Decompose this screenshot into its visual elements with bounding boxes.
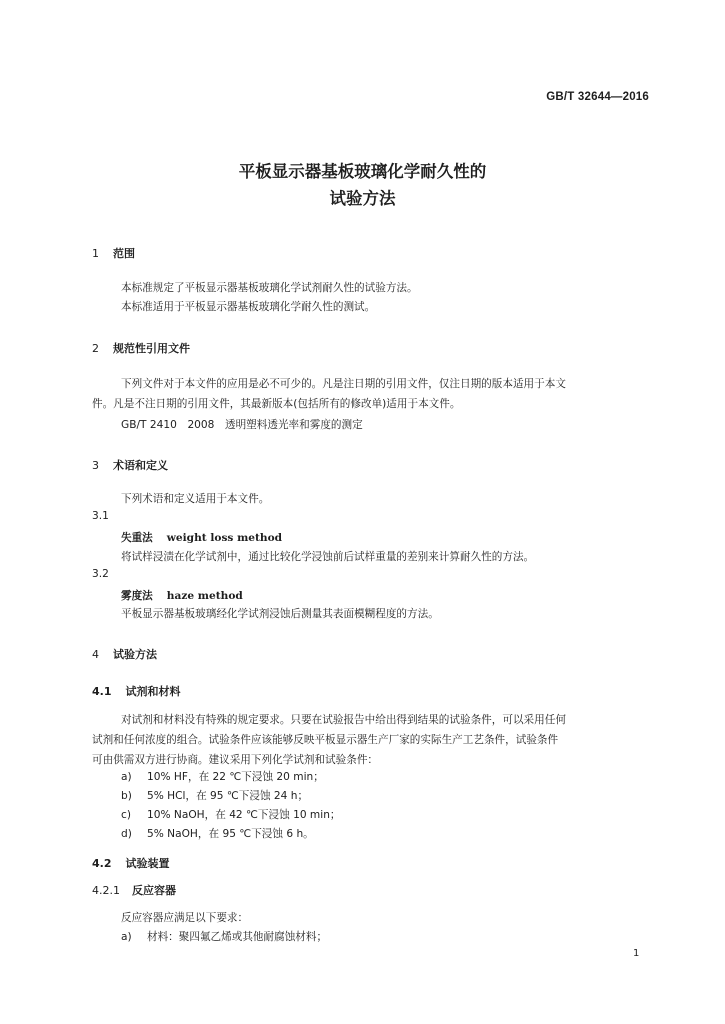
section-4-2-1-intro: 反应容器应满足以下要求： — [121, 912, 249, 924]
list-text: 材料：聚四氟乙烯或其他耐腐蚀材料； — [147, 931, 328, 943]
section-title: 反应容器 — [132, 884, 176, 897]
term-chinese: 雾度法 — [121, 590, 153, 602]
term-3-2-definition: 平板显示器基板玻璃经化学试剂浸蚀后测量其表面模糊程度的方法。 — [121, 608, 439, 620]
section-4-heading — [92, 646, 157, 662]
term-3-1-definition: 将试样浸渍在化学试剂中，通过比较化学浸蚀前后试样重量的差别来计算耐久性的方法。 — [121, 551, 535, 563]
title-line-2: 试验方法 — [329, 189, 396, 208]
list-text: 10% NaOH，在 42 ℃下浸蚀 10 min； — [147, 809, 341, 821]
section-number: 4.2.1 — [92, 884, 120, 897]
list-marker: c) — [121, 809, 131, 821]
list-marker: b) — [121, 790, 132, 802]
list-item — [121, 788, 308, 803]
document-title — [0, 158, 725, 212]
section-1-heading — [92, 245, 135, 261]
term-3-2 — [121, 588, 243, 603]
term-english: weight loss method — [166, 532, 283, 544]
section-number: 4 — [92, 648, 99, 661]
list-marker: d) — [121, 828, 132, 840]
term-chinese: 失重法 — [121, 532, 153, 544]
section-title: 规范性引用文件 — [113, 342, 190, 355]
section-2-para-line-1: 下列文件对于本文件的应用是必不可少的。凡是注日期的引用文件，仅注日期的版本适用于本文 — [121, 378, 566, 390]
term-3-1 — [121, 530, 282, 545]
list-item — [121, 807, 341, 822]
section-3-heading — [92, 457, 168, 473]
section-3-intro: 下列术语和定义适用于本文件。 — [121, 493, 270, 505]
section-4-1-para-line-2: 试剂和任何浓度的组合。试验条件应该能够反映平板显示器生产厂家的实际生产工艺条件，试验条件 — [92, 734, 559, 746]
section-4-2-heading — [92, 855, 170, 871]
list-item — [121, 929, 327, 944]
list-item — [121, 826, 314, 841]
section-number: 4.2 — [92, 857, 112, 870]
section-4-1-para-line-1: 对试剂和材料没有特殊的规定要求。只要在试验报告中给出得到结果的试验条件，可以采用任何 — [121, 714, 566, 726]
section-title: 范围 — [113, 247, 135, 260]
normative-reference: GB/T 2410 2008 透明塑料透光率和雾度的测定 — [121, 419, 363, 431]
section-title: 试剂和材料 — [125, 685, 181, 698]
section-number: 2 — [92, 342, 99, 355]
section-2-heading — [92, 340, 190, 356]
standard-code: GB/T 32644—2016 — [546, 91, 649, 103]
section-1-para-1: 本标准规定了平板显示器基板玻璃化学试剂耐久性的试验方法。 — [121, 282, 418, 294]
term-3-2-number: 3.2 — [92, 568, 109, 580]
list-text: 5% NaOH，在 95 ℃下浸蚀 6 h。 — [147, 828, 314, 840]
section-4-1-para-line-3: 可由供需双方进行协商。建议采用下列化学试剂和试验条件： — [92, 754, 379, 766]
section-2-para-line-2: 件。凡是不注日期的引用文件，其最新版本(包括所有的修改单)适用于本文件。 — [92, 398, 461, 410]
title-line-1: 平板显示器基板玻璃化学耐久性的 — [238, 162, 487, 181]
section-number: 4.1 — [92, 685, 112, 698]
section-title: 试验装置 — [125, 857, 170, 870]
section-1-para-2: 本标准适用于平板显示器基板玻璃化学耐久性的测试。 — [121, 301, 376, 313]
section-4-1-heading — [92, 683, 181, 699]
page-number: 1 — [633, 948, 640, 959]
term-3-1-number: 3.1 — [92, 510, 109, 522]
list-marker: a) — [121, 931, 132, 943]
section-number: 3 — [92, 459, 99, 472]
section-4-2-1-heading — [92, 882, 176, 898]
list-item — [121, 769, 324, 784]
term-english: haze method — [166, 590, 243, 602]
section-number: 1 — [92, 247, 99, 260]
section-title: 试验方法 — [113, 648, 157, 661]
list-text: 5% HCl，在 95 ℃下浸蚀 24 h； — [147, 790, 309, 802]
list-text: 10% HF，在 22 ℃下浸蚀 20 min； — [147, 771, 324, 783]
section-title: 术语和定义 — [113, 459, 168, 472]
list-marker: a) — [121, 771, 132, 783]
